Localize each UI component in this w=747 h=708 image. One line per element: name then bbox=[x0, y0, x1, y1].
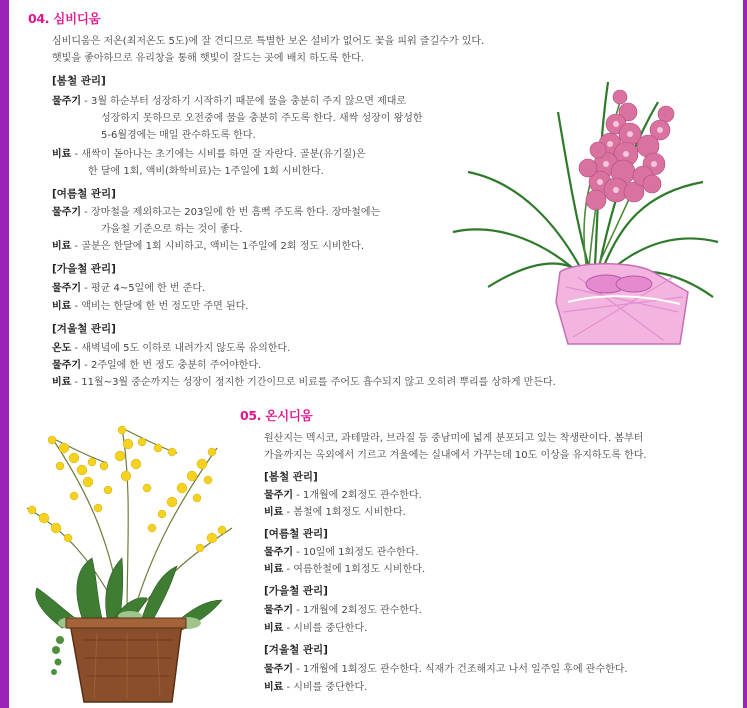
flowers bbox=[28, 426, 226, 552]
winter-temp bbox=[52, 340, 290, 357]
text: - 11월~3월 중순까지는 성장이 정지한 기간이므로 비료를 주어도 흡수되지 않고 오히려 뿌리를 상하게 만든다. bbox=[74, 377, 556, 388]
winter-water bbox=[264, 661, 628, 678]
text: - 1개월에 1회정도 관수한다. 식재가 건조해지고 나서 일주일 후에 관수한다. bbox=[296, 664, 628, 675]
text: - 여름한철에 1회정도 시비한다. bbox=[286, 564, 426, 575]
summer-water bbox=[264, 544, 419, 561]
autumn-heading: [가을철 관리] bbox=[264, 585, 328, 597]
summer-water-cont: 가을철 기준으로 하는 것이 좋다. bbox=[101, 224, 243, 235]
label: 비료 bbox=[52, 377, 72, 388]
label: 온도 bbox=[52, 343, 72, 354]
autumn-fert bbox=[52, 298, 248, 315]
text: - 새싹이 돋아나는 초기에는 시비를 하면 잘 자란다. 골분(유기질)은 bbox=[74, 149, 366, 160]
spring-water bbox=[264, 487, 422, 504]
autumn-heading: [가을철 관리] bbox=[52, 263, 116, 275]
flowers bbox=[579, 90, 674, 210]
text: - 액비는 한달에 한 번 정도만 주면 된다. bbox=[74, 301, 249, 312]
winter-water bbox=[52, 357, 261, 374]
spring-water-cont2: 5-6월경에는 매일 관수하도록 한다. bbox=[101, 130, 256, 141]
oncidium-photo bbox=[12, 418, 240, 704]
spring-heading: [봄철 관리] bbox=[264, 471, 318, 483]
wooden-pot bbox=[66, 618, 186, 702]
label: 물주기 bbox=[264, 605, 293, 616]
intro-line-2: 햇빛을 좋아하므로 유리창을 통해 햇빛이 잘드는 곳에 배치 하도록 한다. bbox=[52, 53, 364, 64]
winter-heading: [겨울철 관리] bbox=[52, 323, 116, 335]
label: 비료 bbox=[52, 301, 72, 312]
text: - 1개월에 2회정도 관수한다. bbox=[296, 605, 422, 616]
autumn-water bbox=[52, 280, 205, 297]
label: 물주기 bbox=[264, 547, 293, 558]
right-border bbox=[743, 0, 747, 708]
autumn-water bbox=[264, 602, 422, 619]
intro-line-1: 심비디움은 저온(최저온도 5도)에 잘 견디므로 특별한 보온 설비가 없어도 꽃을 피워 즐길수가 있다. bbox=[52, 36, 485, 47]
label: 비료 bbox=[264, 682, 284, 693]
label: 물주기 bbox=[264, 664, 293, 675]
ivy bbox=[51, 636, 64, 675]
summer-heading: [여름철 관리] bbox=[52, 188, 116, 200]
winter-fert bbox=[52, 374, 556, 391]
section-title-cymbidium: 04. 심비디움 bbox=[28, 11, 101, 26]
text: - 1개월에 2회정도 관수한다. bbox=[296, 490, 422, 501]
spring-water bbox=[52, 93, 406, 110]
label: 물주기 bbox=[52, 207, 81, 218]
text: - 골분은 한달에 1회 시비하고, 액비는 1주일에 2회 정도 시비한다. bbox=[74, 241, 365, 252]
left-border bbox=[0, 0, 9, 708]
label: 비료 bbox=[52, 149, 72, 160]
text: - 평균 4~5일에 한 번 준다. bbox=[84, 283, 206, 294]
label: 비료 bbox=[264, 507, 284, 518]
autumn-fert bbox=[264, 620, 367, 637]
spring-fert bbox=[52, 146, 366, 163]
text: - 봄철에 1회정도 시비한다. bbox=[286, 507, 406, 518]
text: - 장마철을 제외하고는 203일에 한 번 흠뻑 주도록 한다. 장마철에는 bbox=[84, 207, 381, 218]
intro-line-2: 가을까지는 옥외에서 기르고 겨울에는 실내에서 가꾸는데 10도 이상을 유지하도록 한다. bbox=[264, 450, 647, 461]
spring-heading: [봄철 관리] bbox=[52, 75, 106, 87]
label: 물주기 bbox=[52, 360, 81, 371]
label: 물주기 bbox=[264, 490, 293, 501]
label: 물주기 bbox=[52, 96, 81, 107]
spring-water-cont1: 성장하지 못하므로 오전중에 물을 충분히 주도록 한다. 새싹 성장이 왕성한 bbox=[101, 113, 423, 124]
intro-line-1: 원산지는 멕시코, 과테말라, 브라질 등 중남미에 넓게 분포되고 있는 착생란이다. 봄부터 bbox=[264, 433, 644, 444]
label: 비료 bbox=[264, 564, 284, 575]
text: - 새벽녘에 5도 이하로 내려가지 않도록 유의한다. bbox=[74, 343, 291, 354]
section-title-oncidium: 05. 온시디움 bbox=[240, 408, 313, 423]
winter-fert bbox=[264, 679, 367, 696]
label: 비료 bbox=[52, 241, 72, 252]
winter-heading: [겨울철 관리] bbox=[264, 644, 328, 656]
summer-fert bbox=[264, 561, 425, 578]
spring-fert-cont: 한 달에 1회, 액비(화학비료)는 1주일에 1회 시비한다. bbox=[88, 166, 324, 177]
spring-fert bbox=[264, 504, 406, 521]
text: - 10일에 1회정도 관수한다. bbox=[296, 547, 419, 558]
text: - 시비를 중단한다. bbox=[286, 682, 368, 693]
text: - 3월 하순부터 성장하기 시작하기 때문에 물을 충분히 주지 않으면 제대로 bbox=[84, 96, 407, 107]
summer-water bbox=[52, 204, 380, 221]
label: 비료 bbox=[264, 623, 284, 634]
text: - 시비를 중단한다. bbox=[286, 623, 368, 634]
cymbidium-photo bbox=[448, 72, 720, 348]
label: 물주기 bbox=[52, 283, 81, 294]
summer-fert bbox=[52, 238, 364, 255]
text: - 2주일에 한 번 정도 충분히 주어야한다. bbox=[84, 360, 262, 371]
summer-heading: [여름철 관리] bbox=[264, 528, 328, 540]
